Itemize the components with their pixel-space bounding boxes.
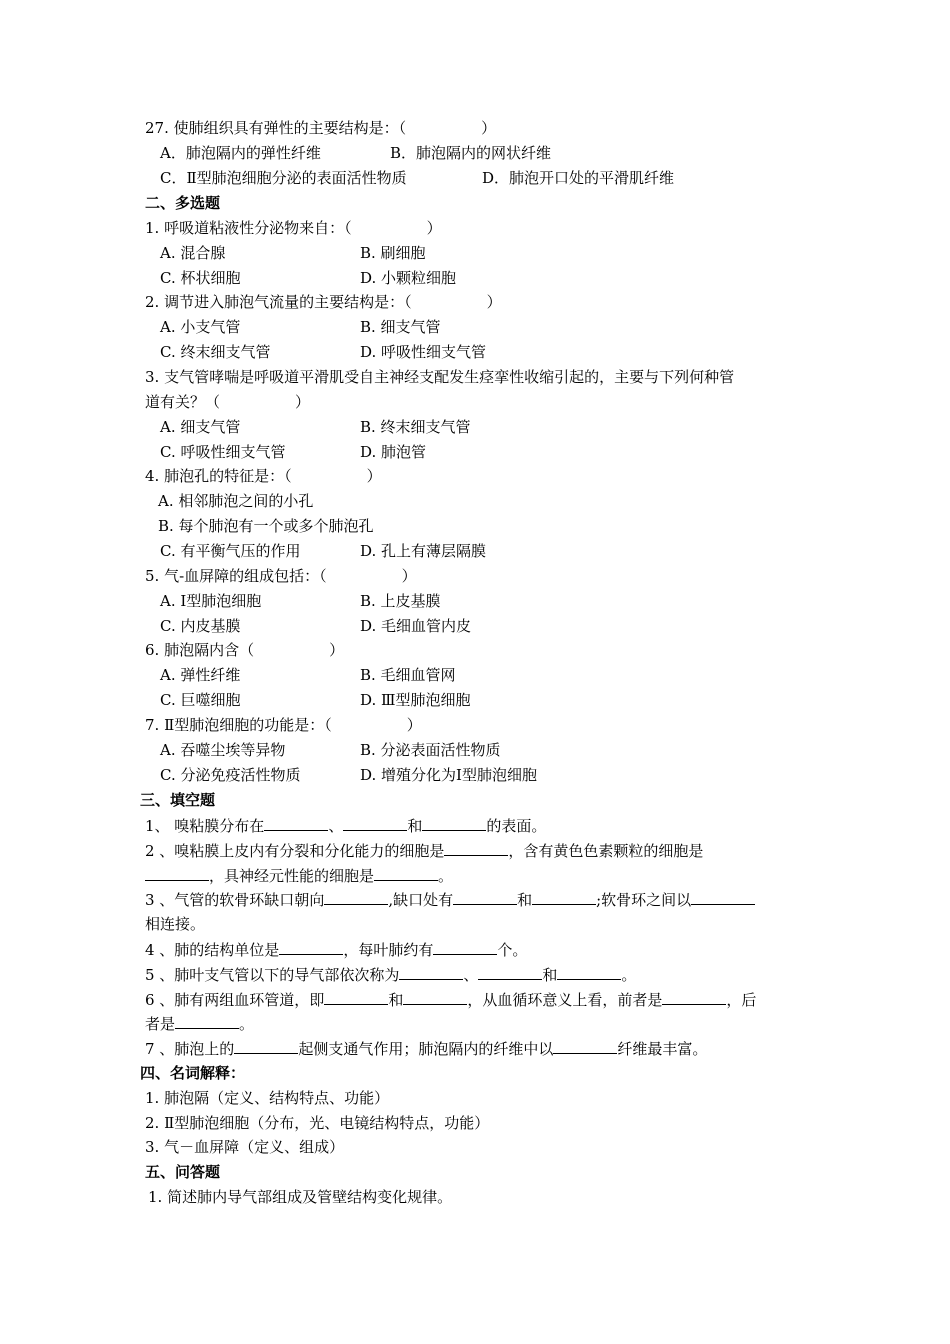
blank [324, 989, 388, 1005]
mc-q7-option-c: C. 分泌免疫活性物质 [160, 766, 301, 784]
blank [324, 889, 388, 905]
blank [399, 964, 463, 980]
blank [453, 889, 517, 905]
mc-q5-option-a: A. Ⅰ型肺泡细胞 [160, 592, 262, 610]
mc-q7-option-a: A. 吞噬尘埃等异物 [160, 741, 286, 759]
fill-q2-line2 [145, 865, 453, 885]
blank [175, 1013, 239, 1029]
fill-q6-text: 6 、肺有两组血环管道，即 [145, 991, 325, 1009]
fill-q6-text: ，后 [726, 991, 757, 1009]
fill-q2-line1 [145, 840, 703, 860]
fill-q2-text: ，含有黄色色素颗粒的细胞是 [508, 842, 704, 860]
blank [532, 889, 596, 905]
blank [691, 889, 755, 905]
fill-q2-text: 。 [438, 867, 454, 885]
mc-q5-option-b: B. 上皮基膜 [360, 592, 441, 610]
mc-q2-stem: 2. 调节进入肺泡气流量的主要结构是：（ ） [145, 293, 502, 311]
mc-q6-option-c: C. 巨噬细胞 [160, 691, 241, 709]
section-definitions-title: 四、名词解释： [140, 1064, 246, 1082]
mc-q1-option-d: D. 小颗粒细胞 [360, 269, 457, 287]
fill-q1-text: 和 [407, 817, 423, 835]
mc-q5-option-d: D. 毛细血管内皮 [360, 617, 472, 635]
q27-option-b: B．肺泡隔内的网状纤维 [390, 144, 552, 162]
mc-q7-option-b: B. 分泌表面活性物质 [360, 741, 501, 759]
fill-q5 [145, 964, 636, 984]
definition-item: 3. 气－血屏障（定义、组成） [145, 1138, 345, 1156]
mc-q6-option-b: B. 毛细血管网 [360, 666, 456, 684]
q27-option-a: A．肺泡隔内的弹性纤维 [160, 144, 321, 162]
fill-q5-text: 、 [463, 966, 479, 984]
mc-q3-stem-line1: 3. 支气管哮喘是呼吸道平滑肌受自主神经支配发生痉挛性收缩引起的，主要与下列何种管 [145, 368, 735, 386]
definition-item: 1. 肺泡隔（定义、结构特点、功能） [145, 1089, 390, 1107]
blank [553, 1038, 617, 1054]
fill-q1-text: 1、 嗅粘膜分布在 [145, 817, 265, 835]
fill-q6-line1 [145, 989, 756, 1009]
fill-q7-text: 起侧支通气作用；肺泡隔内的纤维中以 [298, 1040, 554, 1058]
fill-q6-text: 和 [388, 991, 404, 1009]
blank [343, 815, 407, 831]
fill-q5-text: 5 、肺叶支气管以下的导气部依次称为 [145, 966, 400, 984]
fill-q5-text: 和 [542, 966, 558, 984]
blank [279, 939, 343, 955]
fill-q6-text: ，从血循环意义上看，前者是 [467, 991, 663, 1009]
blank [422, 815, 486, 831]
fill-q5-text: 。 [621, 966, 637, 984]
mc-q4-option-b: B. 每个肺泡有一个或多个肺泡孔 [158, 517, 374, 535]
blank [433, 939, 497, 955]
mc-q3-option-c: C. 呼吸性细支气管 [160, 443, 286, 461]
fill-q3-line1 [145, 889, 755, 909]
mc-q1-option-c: C. 杯状细胞 [160, 269, 241, 287]
fill-q3-text: 和 [517, 891, 533, 909]
fill-q4-text: 4 、肺的结构单位是 [145, 941, 280, 959]
fill-q2-text: 2 、嗅粘膜上皮内有分裂和分化能力的细胞是 [145, 842, 445, 860]
fill-q7-text: 7 、肺泡上的 [145, 1040, 235, 1058]
q27-option-c: C．Ⅱ型肺泡细胞分泌的表面活性物质 [160, 169, 407, 187]
mc-q3-option-d: D. 肺泡管 [360, 443, 427, 461]
mc-q3-option-a: A. 细支气管 [160, 418, 241, 436]
section-essay-title: 五、问答题 [145, 1163, 221, 1181]
mc-q4-option-a: A. 相邻肺泡之间的小孔 [158, 492, 314, 510]
blank [444, 840, 508, 856]
mc-q7-stem: 7. Ⅱ型肺泡细胞的功能是：（ ） [145, 716, 422, 734]
mc-q6-option-d: D. Ⅲ型肺泡细胞 [360, 691, 471, 709]
mc-q5-option-c: C. 内皮基膜 [160, 617, 241, 635]
fill-q4-text: ，每叶肺约有 [343, 941, 434, 959]
fill-q7-text: 纤维最丰富。 [617, 1040, 708, 1058]
mc-q6-option-a: A. 弹性纤维 [160, 666, 241, 684]
fill-q1-text: 的表面。 [486, 817, 547, 835]
mc-q2-option-b: B. 细支气管 [360, 318, 441, 336]
blank [403, 989, 467, 1005]
mc-q1-option-b: B. 刷细胞 [360, 244, 426, 262]
fill-q4-text: 个。 [497, 941, 528, 959]
fill-q3-text: ;软骨环之间以 [596, 891, 692, 909]
fill-q2-text: ，具神经元性能的细胞是 [209, 867, 375, 885]
mc-q2-option-d: D. 呼吸性细支气管 [360, 343, 487, 361]
mc-q1-option-a: A. 混合腺 [160, 244, 226, 262]
blank [234, 1038, 298, 1054]
mc-q3-option-b: B. 终末细支气管 [360, 418, 471, 436]
blank [145, 865, 209, 881]
mc-q4-option-c: C. 有平衡气压的作用 [160, 542, 301, 560]
fill-q6-text: 。 [239, 1015, 255, 1033]
q27-stem: 27. 使肺组织具有弹性的主要结构是：（ ） [145, 119, 497, 137]
blank [662, 989, 726, 1005]
blank [374, 865, 438, 881]
mc-q3-stem-line2: 道有关？（ ） [145, 393, 311, 411]
fill-q6-line2 [145, 1013, 254, 1033]
essay-item: 1. 简述肺内导气部组成及管壁结构变化规律。 [148, 1188, 453, 1206]
fill-q1 [145, 815, 546, 835]
mc-q2-option-c: C. 终末细支气管 [160, 343, 271, 361]
mc-q6-stem: 6. 肺泡隔内含（ ） [145, 641, 345, 659]
fill-q3-text: ,缺口处有 [388, 891, 454, 909]
blank [264, 815, 328, 831]
q27-option-d: D．肺泡开口处的平滑肌纤维 [482, 169, 675, 187]
mc-q4-option-d: D. 孔上有薄层隔膜 [360, 542, 487, 560]
blank [478, 964, 542, 980]
fill-q6-text: 者是 [145, 1015, 176, 1033]
section-multiple-choice-title: 二、多选题 [145, 194, 221, 212]
mc-q2-option-a: A. 小支气管 [160, 318, 241, 336]
mc-q4-stem: 4. 肺泡孔的特征是：（ ） [145, 467, 382, 485]
mc-q7-option-d: D. 增殖分化为Ⅰ型肺泡细胞 [360, 766, 537, 784]
mc-q5-stem: 5. 气-血屏障的组成包括：（ ） [145, 567, 417, 585]
definition-item: 2. Ⅱ型肺泡细胞（分布，光、电镜结构特点，功能） [145, 1114, 490, 1132]
blank [557, 964, 621, 980]
mc-q1-stem: 1. 呼吸道粘液性分泌物来自：（ ） [145, 219, 442, 237]
fill-q7 [145, 1038, 707, 1058]
section-fill-blank-title: 三、填空题 [140, 791, 216, 809]
fill-q4 [145, 939, 527, 959]
fill-q3-text: 3 、气管的软骨环缺口朝向 [145, 891, 325, 909]
fill-q3-line2: 相连接。 [145, 915, 206, 933]
fill-q1-text: 、 [328, 817, 344, 835]
